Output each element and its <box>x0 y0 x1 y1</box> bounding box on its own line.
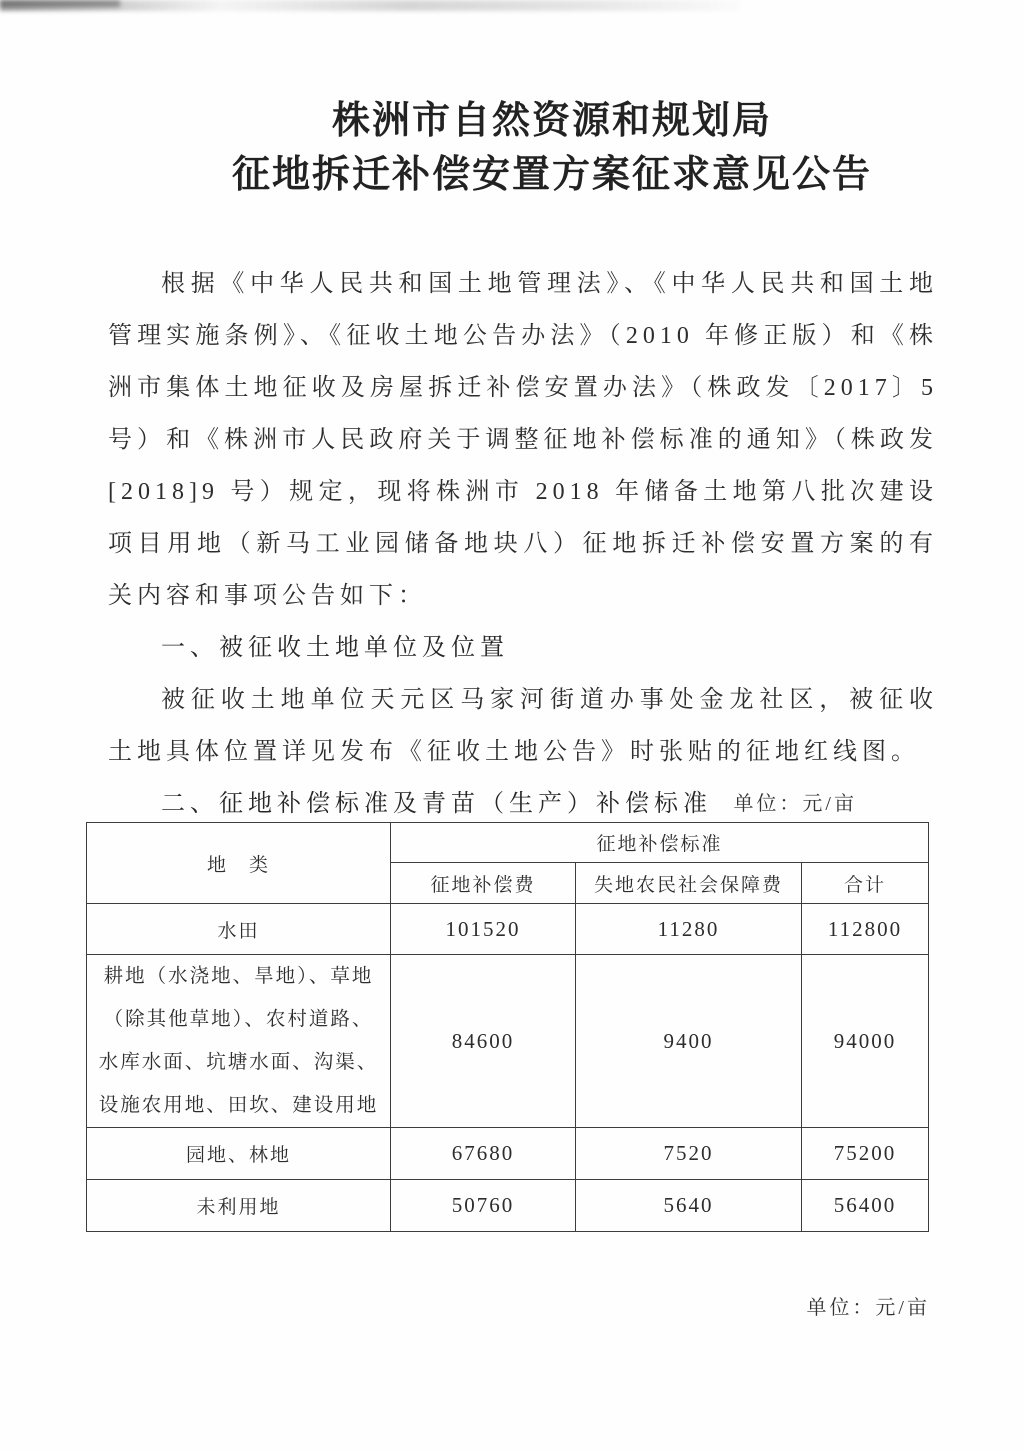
cell-land-type: 园地、林地 <box>87 1128 391 1180</box>
cell-total: 56400 <box>802 1180 929 1232</box>
header-cell-land-type: 地 类 <box>87 823 391 904</box>
compensation-standards-table <box>86 822 929 1232</box>
header-cell-total: 合计 <box>802 863 929 904</box>
cell-social: 5640 <box>576 1180 802 1232</box>
cell-social: 7520 <box>576 1128 802 1180</box>
document-title <box>108 94 938 202</box>
table-row-unused-land <box>87 1180 929 1232</box>
unit-label-below-table: 单位：元/亩 <box>806 1297 930 1319</box>
document-title-line2: 征地拆迁补偿安置方案征求意见公告 <box>231 154 872 196</box>
cell-fee: 50760 <box>391 1180 576 1232</box>
header-cell-fee: 征地补偿费 <box>391 863 576 904</box>
table-row-cultivated-land <box>87 955 929 1128</box>
section-heading-2: 二、征地补偿标准及青苗（生产）补偿标准 <box>161 791 712 817</box>
unit-label-above-table: 单位：元/亩 <box>733 793 857 815</box>
cell-fee: 67680 <box>391 1128 576 1180</box>
section-heading-1: 一、被征收土地单位及位置 <box>161 635 509 661</box>
table-header-row-group <box>87 823 929 863</box>
cell-fee: 101520 <box>391 904 576 955</box>
paragraph-legal-basis: 根据《中华人民共和国土地管理法》、《中华人民共和国土地管理实施条例》、《征收土地公告办法》（2010 年修正版）和《株洲市集体土地征收及房屋拆迁补偿安置办法》（株政发〔2017〕5 号）和《株洲市人民政府关于调整征地补偿标准的通知》（株政发[2018]9 号）规定，现将株洲市 2018 年储备土地第八批次建设项目用地（新马工业园储备地块八）征地拆迁补偿安置方案的有关内容和事项公告如下： <box>108 271 938 609</box>
cell-social: 9400 <box>576 955 802 1128</box>
document-title-line1: 株洲市自然资源和规划局 <box>331 100 772 142</box>
table-row-garden-forest <box>87 1128 929 1180</box>
document-body <box>108 258 938 830</box>
table-row-paddy-field <box>87 904 929 955</box>
paragraph-land-location: 被征收土地单位天元区马家河街道办事处金龙社区，被征收土地具体位置详见发布《征收土地公告》时张贴的征地红线图。 <box>108 687 938 765</box>
cell-total: 75200 <box>802 1128 929 1180</box>
cell-total: 94000 <box>802 955 929 1128</box>
header-cell-social-security: 失地农民社会保障费 <box>576 863 802 904</box>
cell-social: 11280 <box>576 904 802 955</box>
scan-artifact-corner <box>0 0 120 7</box>
header-cell-compensation-standard: 征地补偿标准 <box>391 823 929 863</box>
cell-land-type: 水田 <box>87 904 391 955</box>
cell-land-type: 未利用地 <box>87 1180 391 1232</box>
cell-total: 112800 <box>802 904 929 955</box>
cell-fee: 84600 <box>391 955 576 1128</box>
cell-land-type: 耕地（水浇地、旱地）、草地（除其他草地）、农村道路、水库水面、坑塘水面、沟渠、设施农用地、田坎、建设用地 <box>87 955 391 1128</box>
